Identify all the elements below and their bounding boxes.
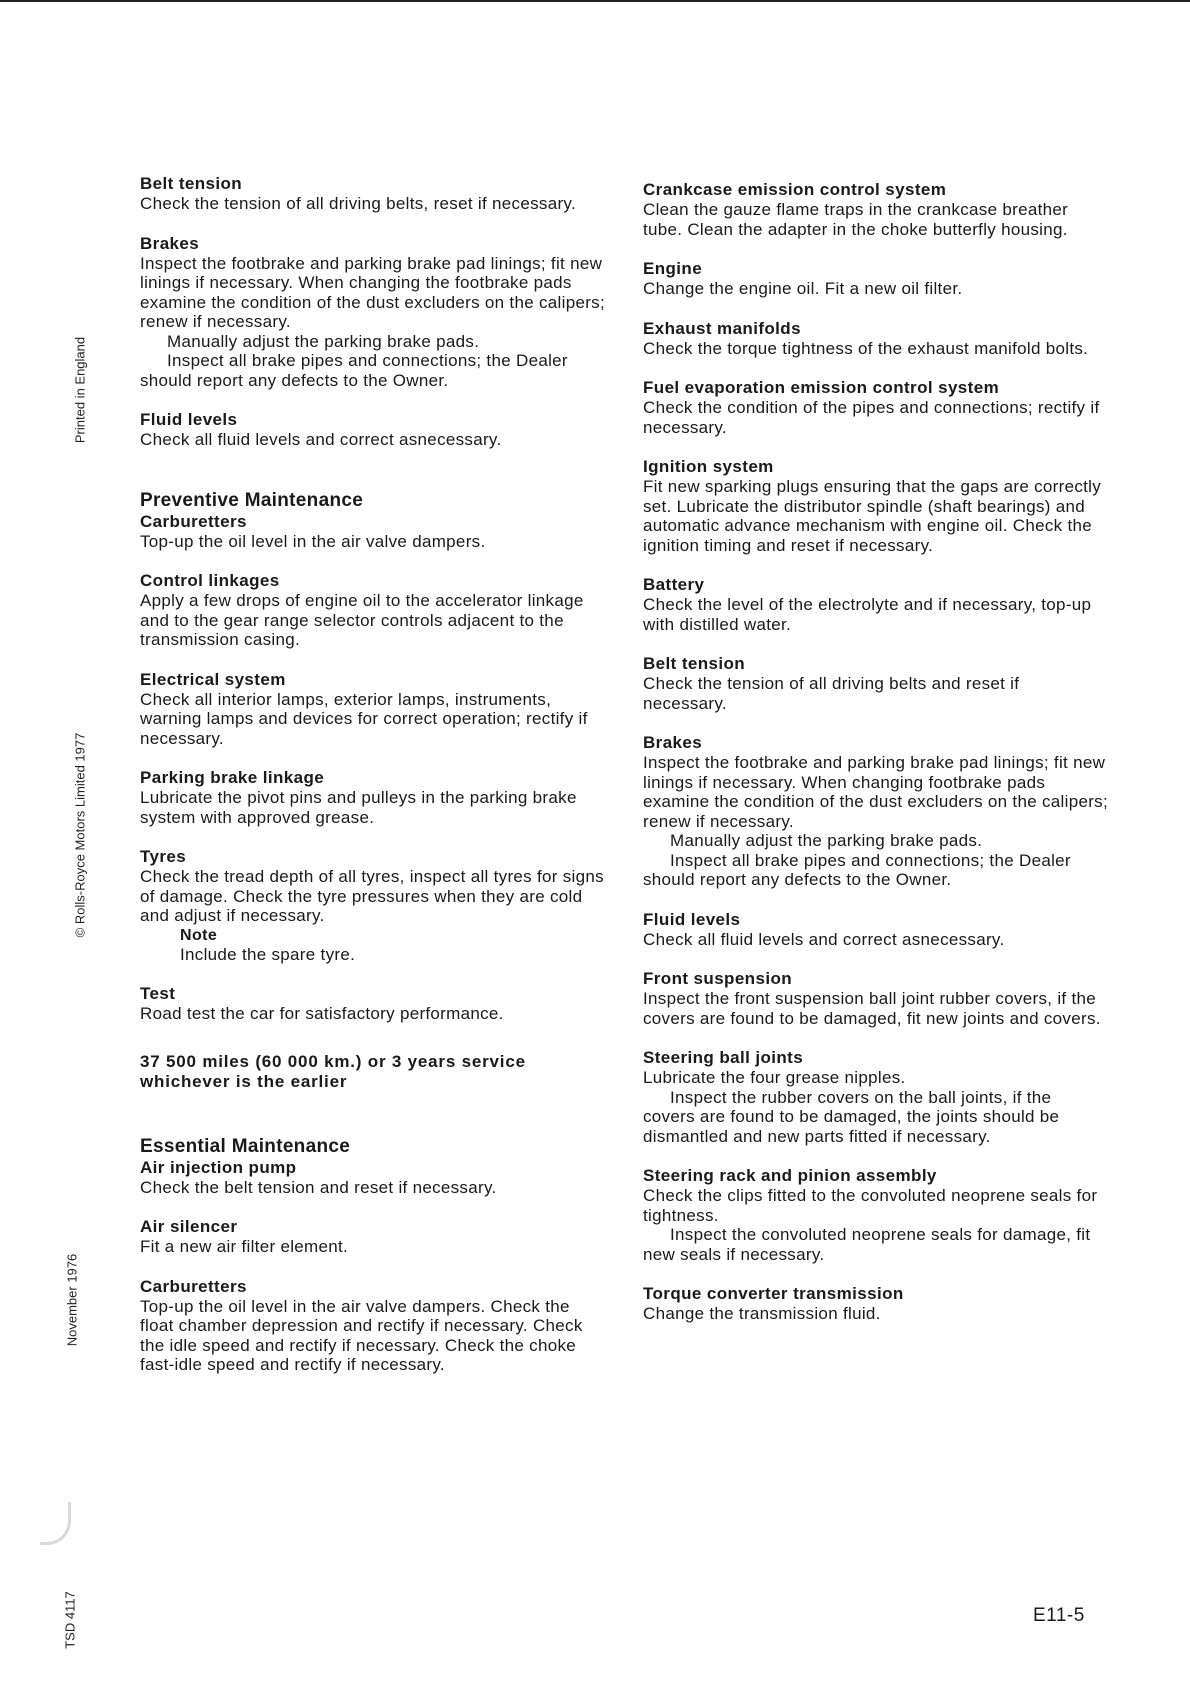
section-text: Check the torque tightness of the exhaust manifold bolts. (643, 338, 1089, 358)
section-exhaust-manifolds (643, 319, 1108, 359)
right-column (643, 180, 1108, 1344)
section-title: Exhaust manifolds (643, 318, 801, 338)
section-title: Belt tension (643, 654, 746, 673)
section-title: Fuel evaporation emission control system (643, 378, 1000, 397)
section-text: Inspect the convoluted neoprene seals for damage, fit new seals if necessary. (643, 1225, 1091, 1264)
section-text: Manually adjust the parking brake pads. (670, 831, 983, 850)
section-battery (643, 575, 1108, 634)
section-text: Fit new sparking plugs ensuring that the gaps are correctly set. Lubricate the distributor spindle (shaft bearings) and automatic advance mechanism with engine oil. Check the ignition timing and reset if necessary. (643, 477, 1102, 555)
top-border-line (0, 0, 1190, 2)
section-ignition-system (643, 457, 1108, 555)
section-title: Fluid levels (140, 410, 238, 429)
section-text: Check the level of the electrolyte and if necessary, top-up with distilled water. (643, 595, 1092, 634)
section-fluid-levels (140, 410, 605, 450)
section-text: Top-up the oil level in the air valve dampers. (140, 531, 486, 551)
section-text: Inspect the footbrake and parking brake pad linings; fit new linings if necessary. When changing the footbrake pads examine the condition of the dust excluders on the calipers; renew if necessary. (140, 253, 605, 331)
section-text: Check the tension of all driving belts and reset if necessary. (643, 674, 1020, 713)
scan-mark (40, 1502, 71, 1545)
essential-maintenance-heading: Essential Maintenance (140, 1135, 351, 1157)
section-title: Parking brake linkage (140, 768, 325, 787)
section-title: Air injection pump (140, 1157, 297, 1177)
section-text: Change the transmission fluid. (643, 1304, 881, 1323)
note-text: Include the spare tyre. (180, 944, 356, 964)
section-title: Tyres (140, 847, 187, 866)
section-text: Road test the car for satisfactory performance. (140, 1004, 504, 1023)
section-control-linkages (140, 571, 605, 650)
page-number: E11-5 (1033, 1605, 1085, 1626)
section-text: Change the engine oil. Fit a new oil filter. (643, 279, 963, 298)
section-title: Carburetters (140, 511, 247, 531)
section-fuel-evaporation (643, 378, 1108, 437)
section-title: Carburetters (140, 1276, 247, 1296)
section-torque-converter (643, 1284, 1108, 1324)
section-steering-ball-joints (643, 1048, 1108, 1146)
section-front-suspension (643, 969, 1108, 1028)
section-text: Lubricate the four grease nipples. (643, 1068, 906, 1087)
section-carburetters (140, 512, 605, 552)
section-title: Engine (643, 259, 703, 278)
section-engine (643, 259, 1108, 299)
section-text: Check the condition of the pipes and connections; rectify if necessary. (643, 398, 1100, 437)
section-text: Check the clips fitted to the convoluted neoprene seals for tightness. (643, 1186, 1098, 1225)
section-text: Inspect the front suspension ball joint rubber covers, if the covers are found to be damaged, fit new joints and covers. (643, 989, 1101, 1028)
margin-copyright: © Rolls-Royce Motors Limited 1977 (72, 732, 88, 938)
section-carburetters-essential (140, 1277, 605, 1375)
section-title: Electrical system (140, 669, 286, 689)
section-text: Fit a new air filter element. (140, 1237, 349, 1256)
section-text: Inspect all brake pipes and connections; the Dealer should report any defects to the Owner. (140, 351, 568, 390)
note-title: Note (180, 926, 218, 944)
section-text: Check all fluid levels and correct asnecessary. (140, 430, 502, 449)
section-title: Test (140, 984, 176, 1003)
section-air-injection-pump (140, 1158, 605, 1198)
section-text: Check the belt tension and reset if necessary. (140, 1177, 497, 1197)
section-brakes (643, 733, 1108, 890)
section-belt-tension (643, 654, 1108, 713)
section-text: Inspect the footbrake and parking brake pad linings; fit new linings if necessary. When changing footbrake pads examine the condition of the dust excluders on the calipers; renew if necessary. (643, 753, 1108, 831)
note (180, 926, 605, 965)
section-text: Manually adjust the parking brake pads. (167, 331, 480, 351)
section-text: Check the tension of all driving belts, reset if necessary. (140, 194, 576, 213)
section-title: Air silencer (140, 1217, 238, 1236)
section-title: Crankcase emission control system (643, 180, 947, 199)
section-steering-rack (643, 1166, 1108, 1264)
section-air-silencer (140, 1217, 605, 1257)
section-tyres (140, 847, 605, 964)
section-text: Check all interior lamps, exterior lamps, instruments, warning lamps and devices for correct operation; rectify if necessary. (140, 689, 588, 748)
section-text: Check all fluid levels and correct asnecessary. (643, 929, 1005, 949)
section-title: Fluid levels (643, 909, 741, 929)
section-title: Steering rack and pinion assembly (643, 1166, 937, 1185)
section-title: Torque converter transmission (643, 1284, 904, 1303)
section-fluid-levels (643, 910, 1108, 950)
margin-doc-code: TSD 4117 (62, 1591, 78, 1649)
section-text: Clean the gauze flame traps in the crankcase breather tube. Clean the adapter in the choke butterfly housing. (643, 200, 1069, 239)
section-title: Control linkages (140, 571, 280, 590)
service-interval-heading: 37 500 miles (60 000 km.) or 3 years service whichever is the earlier (140, 1051, 526, 1091)
section-title: Battery (643, 575, 705, 594)
section-text: Lubricate the pivot pins and pulleys in the parking brake system with approved grease. (140, 788, 577, 827)
section-text: Top-up the oil level in the air valve dampers. Check the float chamber depression and rectify if necessary. Check the idle speed and rectify if necessary. Check the choke fast-idle speed and rectify if necessary. (140, 1296, 583, 1374)
section-crankcase-emission (643, 180, 1108, 239)
section-electrical-system (140, 670, 605, 749)
section-title: Steering ball joints (643, 1048, 804, 1067)
left-column (140, 174, 605, 1395)
section-title: Brakes (643, 733, 703, 752)
section-title: Belt tension (140, 174, 243, 193)
section-title: Brakes (140, 233, 200, 253)
section-text: Apply a few drops of engine oil to the accelerator linkage and to the gear range selector controls adjacent to the transmission casing. (140, 591, 584, 649)
preventive-maintenance-heading: Preventive Maintenance (140, 489, 364, 511)
margin-printed-in-england: Printed in England (72, 336, 88, 444)
section-text: Check the tread depth of all tyres, inspect all tyres for signs of damage. Check the tyre pressures when they are cold and adjust if necessary. (140, 867, 604, 925)
margin-date: November 1976 (64, 1253, 80, 1347)
section-text: Inspect all brake pipes and connections; the Dealer should report any defects to the Owner. (643, 850, 1071, 889)
section-parking-brake-linkage (140, 768, 605, 827)
section-text: Inspect the rubber covers on the ball joints, if the covers are found to be damaged, the joints should be dismantled and new parts fitted if necessary. (643, 1087, 1060, 1146)
section-belt-tension (140, 174, 605, 214)
section-test (140, 984, 605, 1024)
section-title: Front suspension (643, 969, 793, 988)
section-title: Ignition system (643, 457, 774, 476)
section-brakes (140, 234, 605, 391)
